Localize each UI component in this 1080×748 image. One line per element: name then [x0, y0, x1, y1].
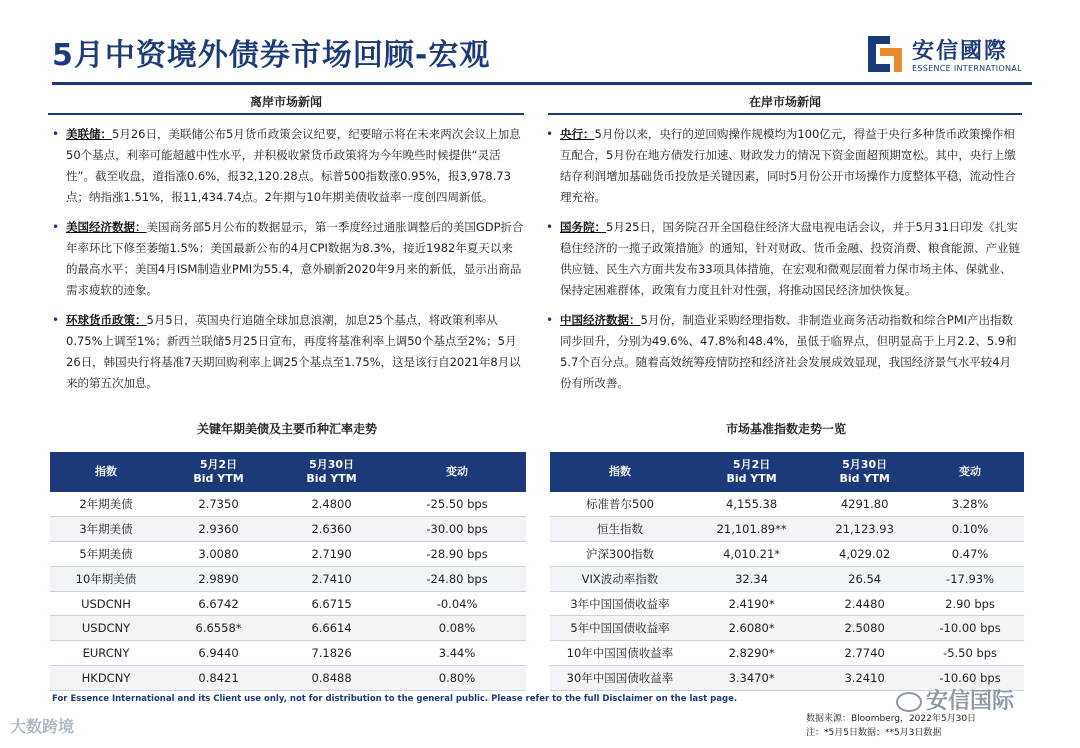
table-cell: 2.4190*	[690, 591, 813, 616]
table-cell: -10.60 bps	[916, 666, 1024, 691]
table-cell: 4,155.38	[690, 492, 813, 517]
news-text: 5月份，制造业采购经理指数、非制造业商务活动指数和综合PMI产出指数同步回升，分别为49.6%、47.8%和48.4%，虽低于临界点，但明显高于上月2.2、5.9和5.7个百分点。随着高效统筹疫情防控和经济社会发展成效显现，我国经济景气水平较4月份有所改善。	[560, 313, 1017, 390]
table-cell: 2.7740	[813, 641, 916, 666]
table-cell: 4291.80	[813, 492, 916, 517]
table-cell: -30.00 bps	[388, 517, 526, 542]
lt-header-cell: 变动	[388, 452, 526, 492]
table-cell: 3年中国国债收益率	[550, 591, 690, 616]
table-cell: 4,010.21*	[690, 542, 813, 567]
table-cell: 2年期美债	[50, 492, 162, 517]
market-index-table-title: 市场基准指数走势一览	[725, 422, 846, 436]
table-cell: EURCNY	[50, 641, 162, 666]
table-cell: 4,029.02	[813, 542, 916, 567]
table-cell: 2.9360	[162, 517, 275, 542]
table-cell: 6.6558*	[162, 616, 275, 641]
news-item-china-economy	[546, 310, 1022, 394]
table-row	[550, 542, 1024, 567]
table-cell: 21,101.89**	[690, 517, 813, 542]
news-key: 美国经济数据：	[66, 220, 147, 234]
table-cell: 标准普尔500	[550, 492, 690, 517]
table-cell: 26.54	[813, 566, 916, 591]
table-row	[50, 641, 526, 666]
news-item-us-economy	[52, 217, 524, 301]
table-cell: 5年期美债	[50, 542, 162, 567]
rt-header-cell: 变动	[916, 452, 1024, 492]
table-cell: 沪深300指数	[550, 542, 690, 567]
lt-header-cell: 5月2日 Bid YTM	[162, 452, 275, 492]
logo-mark-icon	[866, 34, 904, 74]
table-cell: 7.1826	[275, 641, 388, 666]
rt-header-cell: 5月2日 Bid YTM	[690, 452, 813, 492]
us-treasury-fx-table	[50, 452, 526, 691]
table-cell: 0.80%	[388, 666, 526, 691]
news-item-central-bank	[546, 124, 1022, 208]
table-cell: 10年中国国债收益率	[550, 641, 690, 666]
watermark-left: 大数跨境	[10, 717, 75, 736]
news-text: 5月5日，英国央行追随全球加息浪潮，加息25个基点，将政策利率从0.75%上调至1%；新西兰联储5月25日宣布，再度将基准利率上调50个基点至2%；5月26日，韩国央行将基准7天期回购利率上调25个基点至1.75%，这是该行自2021年8月以来的第五次加息。	[66, 313, 521, 390]
news-text: 5月份以来，央行的逆回购操作规模均为100亿元，得益于央行多种货币政策操作相互配合，5月份在地方债发行加速、财政发力的情况下资金面超预期宽松。其中，央行上缴结存利润增加基础货币投放是关键因素，同时5月份公开市场操作力度整体平稳，流动性合理充裕。	[560, 127, 1016, 204]
table-cell: -25.50 bps	[388, 492, 526, 517]
table-row	[550, 492, 1024, 517]
table-row	[50, 492, 526, 517]
news-key: 美联储：	[66, 127, 112, 141]
table-row	[550, 566, 1024, 591]
table-cell: -28.90 bps	[388, 542, 526, 567]
table-cell: 3.3470*	[690, 666, 813, 691]
table-cell: 10年期美债	[50, 566, 162, 591]
company-logo	[866, 34, 1026, 78]
offshore-news-heading: 离岸市场新闻	[48, 93, 524, 115]
table-cell: 6.6742	[162, 591, 275, 616]
table-cell: 2.7410	[275, 566, 388, 591]
table-row	[50, 666, 526, 691]
rt-header-cell: 指数	[550, 452, 690, 492]
table-cell: -17.93%	[916, 566, 1024, 591]
onshore-news-heading: 在岸市场新闻	[548, 93, 1022, 115]
table-cell: USDCNH	[50, 591, 162, 616]
table-cell: 0.8488	[275, 666, 388, 691]
table-cell: 2.9890	[162, 566, 275, 591]
table-cell: -10.00 bps	[916, 616, 1024, 641]
table-row	[550, 616, 1024, 641]
table-row	[550, 517, 1024, 542]
table-cell: 恒生指数	[550, 517, 690, 542]
disclaimer: For Essence International and its Client use only, not for distribution to the general public. Please refer to the full Disclaimer on the last page.	[52, 694, 738, 704]
table-row	[50, 616, 526, 641]
table-cell: 3.44%	[388, 641, 526, 666]
rt-header-cell: 5月30日 Bid YTM	[813, 452, 916, 492]
table-cell: 2.8290*	[690, 641, 813, 666]
news-item-global-monetary-policy	[52, 310, 524, 394]
table-cell: USDCNY	[50, 616, 162, 641]
watermark-right	[896, 684, 1014, 715]
table-cell: 0.08%	[388, 616, 526, 641]
table-cell: 2.4800	[275, 492, 388, 517]
page-title: 5月中资境外债券市场回顾-宏观	[52, 38, 491, 73]
table-cell: 0.10%	[916, 517, 1024, 542]
market-index-table	[550, 452, 1024, 691]
source-line: 数据来源：Bloomberg，2022年5月30日	[806, 714, 977, 724]
table-cell: 0.8421	[162, 666, 275, 691]
table-cell: 0.47%	[916, 542, 1024, 567]
news-key: 央行：	[560, 127, 595, 141]
data-source-note	[806, 712, 976, 740]
table-row	[550, 641, 1024, 666]
table-cell: 3年期美债	[50, 517, 162, 542]
offshore-news-list	[52, 124, 524, 403]
table-cell: 6.6614	[275, 616, 388, 641]
table-cell: -5.50 bps	[916, 641, 1024, 666]
title-divider	[52, 82, 1032, 85]
table-cell: HKDCNY	[50, 666, 162, 691]
table-row	[550, 591, 1024, 616]
table-cell: 32.34	[690, 566, 813, 591]
logo-text-cn: 安信國際	[912, 38, 1009, 64]
news-text: 5月25日，国务院召开全国稳住经济大盘电视电话会议，并于5月31日印发《扎实稳住经济的一揽子政策措施》的通知，针对财政、货币金融、投资消费、粮食能源、产业链供应链、民生六方面共发布33项具体措施，在宏观和微观层面着力保市场主体、保就业、保持定困难群体，政策有力度且针对性强，将推动国民经济加快恢复。	[560, 220, 1020, 297]
table-row	[50, 542, 526, 567]
table-cell: 6.9440	[162, 641, 275, 666]
table-cell: 5年中国国债收益率	[550, 616, 690, 641]
table-cell: -0.04%	[388, 591, 526, 616]
table-cell: 21,123.93	[813, 517, 916, 542]
news-text: 美国商务部5月公布的数据显示，第一季度经过通胀调整后的美国GDP折合年率环比下修至萎缩1.5%；美国最新公布的4月CPI数据为8.3%，接近1982年夏天以来的最高水平；美国4月ISM制造业PMI为55.4，意外刷新2020年9月来的新低，显示出商品需求疲软的迹象。	[66, 220, 524, 297]
lt-header-cell: 5月30日 Bid YTM	[275, 452, 388, 492]
table-cell: 3.0080	[162, 542, 275, 567]
table-cell: 2.5080	[813, 616, 916, 641]
wechat-icon	[896, 692, 922, 712]
lt-header-cell: 指数	[50, 452, 162, 492]
logo-text-en: ESSENCE INTERNATIONAL	[912, 64, 1022, 73]
table-row	[50, 517, 526, 542]
footnote-line: 注：*5月5日数据；**5月3日数据	[806, 728, 942, 738]
table-cell: -24.80 bps	[388, 566, 526, 591]
watermark-right-text: 安信国际	[926, 689, 1015, 714]
news-key: 环球货币政策：	[66, 313, 147, 327]
table-row	[50, 591, 526, 616]
table-cell: 2.7350	[162, 492, 275, 517]
news-key: 国务院：	[560, 220, 606, 234]
table-cell: 2.7190	[275, 542, 388, 567]
onshore-news-list	[546, 124, 1022, 403]
us-treasury-fx-table-title: 关键年期美债及主要币种汇率走势	[196, 422, 377, 436]
news-item-fed	[52, 124, 524, 208]
table-cell: 6.6715	[275, 591, 388, 616]
table-cell: 2.90 bps	[916, 591, 1024, 616]
news-key: 中国经济数据：	[560, 313, 641, 327]
table-cell: 3.2410	[813, 666, 916, 691]
table-cell: 3.28%	[916, 492, 1024, 517]
table-cell: 2.4480	[813, 591, 916, 616]
table-cell: 30年中国国债收益率	[550, 666, 690, 691]
table-cell: 2.6360	[275, 517, 388, 542]
table-cell: 2.6080*	[690, 616, 813, 641]
table-cell: VIX波动率指数	[550, 566, 690, 591]
news-text: 5月26日，美联储公布5月货币政策会议纪要，纪要暗示将在未来两次会议上加息50个基点，利率可能超越中性水平，并积极收紧货币政策将为今年晚些时候提供“灵活性”。截至收盘，道指涨0.6%，报32,120.28点。标普500指数涨0.95%，报3,978.73点；纳指涨1.51%，报11,434.74点。2年期与10年期美债收益率一度创四周新低。	[66, 127, 521, 204]
news-item-state-council	[546, 217, 1022, 301]
table-row	[50, 566, 526, 591]
